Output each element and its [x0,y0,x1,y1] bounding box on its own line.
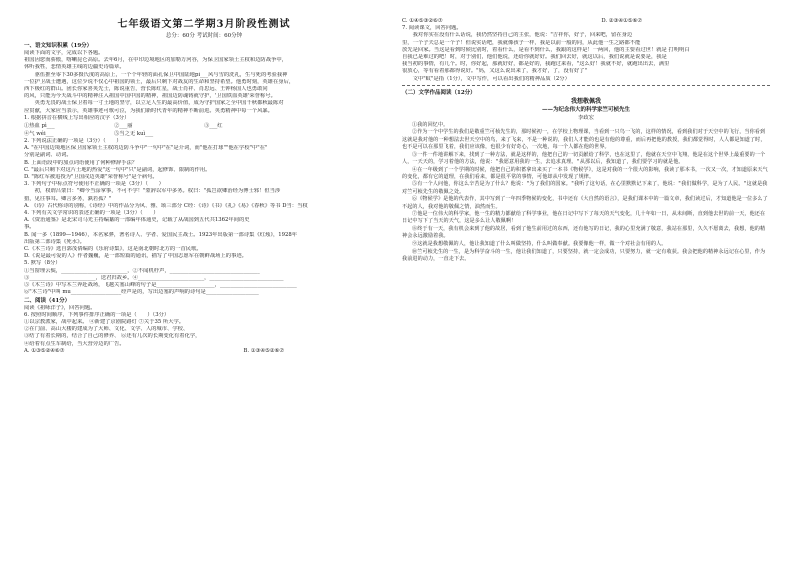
left-column [24,18,384,558]
essay-body [402,122,770,263]
passage-line: 应贯献，大家应当表示，英雄事迹可歌可泣，为我们新时代青年的精神不断前进。英勇精神中每一个风暴。 [24,107,273,114]
passage-line: 驱伍推至零下30多摄氏度的高原上，一个个年轻的面孔保卫中国陆地pí___风与雪的洗礼，生与死的考验我神 [24,71,288,78]
reading-intro: 阅读《祖咏洋子》，回答问题。 [24,304,96,311]
option-d[interactable]: D. ②③④①⑤⑥⑦ [601,18,642,24]
q7-line: 文中"蚊"是指（1分），文中写作，可以看出我们的精神品质（2分） [402,75,570,82]
question-7: 7. 阅读课文，回答问题。 [402,25,462,32]
q5-line: ③_________________________，送君归故乡。④_________________________，____________________________ [24,274,284,281]
q2-line: D. "陈红军被追授为"卫国戍边英雄"荣誉称号"是个病句。 [24,174,158,181]
q6-options [24,348,284,355]
q4-line: B. 闻一多（1899—1946），本名家骅，著名诗人、学者、爱国民主战士。1923年出版第一部诗集《红烛》，1928年 [24,231,298,238]
option-c[interactable]: C. ①④⑤③②⑥⑦ [402,18,443,24]
pinyin-item: ⑤当之无 kuì___ [114,131,154,138]
section-2-heading: 二、阅读（41分） [24,297,71,304]
q3-line: 初，权谓吕蒙曰："卿今当涂掌事，不可不学！"蒙辞以军中多务。权曰："孤岂欲卿治经为博士邪！但当涉 [24,188,281,195]
passage-line: 祖国因您而骄傲，喀喇昆仑高原。去年6月，在中印边境地区的加勒万河谷，为保卫国家领土主权和边防战争中， [24,57,287,64]
essay-paragraph: ④在一年级到了一个学期的时候，他把自己的积蓄拿出来买了一本书《物候学》，这是对我的一个很大的影响，我读了那本书，一次又一次，才知道原来天气的变化，都有它的道理，在我们看来，都是很平常的事情，可他却从中发现了规律。 [402,166,768,180]
passage-intro: 阅读下面的文字，完成以下各题。 [24,50,104,56]
essay-paragraph: ①我的回忆中。 [412,121,449,128]
q3-line: 猎，见往事耳。卿言多务，孰若孤？" [24,195,112,202]
essay-paragraph: ⑦他是一位伟大的科学家，他一生的精力都献给了科学事业，他在日记中写下了每天的天气变化，几十年如一日，从未间断，直到他去世的前一天，他还在日记中写下了当天的天气，这是多么让人敬佩啊！ [402,211,766,225]
essay-paragraph: ⑩竺可桢先生的一生，是为科学奋斗的一生，他让我们知道了，只要坚持，就一定会成功，只要努力，就一定有收获。我会把他的精神永远记在心里，作为我前进的动力，一直走下去。 [402,248,766,262]
passage-line: 西下极红的群山。团长你家喜英先士，陈说重告，营长陈红星，战士肖祥、肖思远、王钟杨国人也勇敢同 [24,86,268,93]
passage-line: 英勇无畏的战士保卫着每一寸土地的坚守，以立足人生的最高价值，成为守护国家之全中国千秋都秋最陈对 [24,100,284,107]
right-column [402,18,770,558]
question-1: 1. 根据拼音在横线上写出相应的汉字（3分） [24,114,130,121]
q4-line: 出版第二部诗集《死水》。 [24,238,85,245]
pinyin-row-2 [24,130,384,138]
q7-line: 我对你实在没有什么话说，我仍然坚持自己的主张，他说："吉祥你，好子，回来吧，留在身边 [402,32,633,39]
essay-paragraph: ③一件一件地讲解下来，找到了一种方法，就是这样的，他把自己的一切贡献给了科学，也在这里了，他就在天空中飞翔，他是在这个世界上最重要的一个人，一天天的，学习着他的方法，他说："我愿意用我的一生，去追求真理。"从那以后，我知道了，我们要学习的就是他。 [402,151,766,165]
pinyin-row-1 [24,122,384,130]
q3-line: A. 《诗》古代称诗的别称，《诗经》中的作品分为风、雅、颂三部分 C经：《诗》《书》《礼》《易》《春秋》等书 D当：当权 [24,202,308,209]
question-3: 3. 下列句子中标点符号使用不正确的一项是（3分）（ ） [24,181,164,188]
literary-reading-heading: （二）文学作品阅读（12分） [402,89,476,96]
divider [402,85,770,86]
essay-title: 我想敬佩我 [570,97,601,105]
q4-line: A.《资治通鉴》是北宋司马光主持编纂的一部编年体通史，记载了从战国到五代共1362年间的史 [24,217,250,224]
q2-line: C. "最后只剩下对这片土地的热爱"这一句中"只"是副词，起修饰、限制的作用。 [24,166,211,173]
q2-line: A. "在中国边境地区保卫国家领土主权的边防斗争中"一句中"在"是介词，而"他在打球""他在学校"中"在" [24,145,268,152]
pinyin-item: ④气 wéi___ [24,131,54,138]
passage-line: 休听我牲，悲情英雄主线的边疆史诗篇章。 [24,64,125,71]
essay-paragraph: ⑤有一个人问他，你这么辛苦是为了什么？他说："为了我们的国家。"我听了这句话，在心里默默记下来了，他说："我们做科学，是为了人民。"这就是我对竺可桢先生的敬佩之处。 [402,181,768,195]
q7-line: 放先是回家。当这是看到时候比别时，着看什么，是看不到什么，我跟的这样是！一两回，他的主要看过世！就是 打明明白 [402,46,690,53]
q4-line: C.《木兰诗》选自郭茂倩编的《乐府诗集》，这是南北朝时北方的一首民歌。 [24,246,202,253]
q6-line: ①以宗教派家，战中起来。 ④新建了京剧院路灯 ⑦关于35 所大学。 [24,318,185,325]
exam-meta: 总分：60分 考试时间：60分钟 [165,33,243,39]
exam-title: 七年级语文第二学期3月阶段性测试 [117,19,291,30]
pinyin-item: ①热血 pì___ [24,123,55,130]
q2-line: B. 上面语段中的加点词语使用了何种修辞手法？ [24,159,138,166]
q7-line: 很放心，等有看着那都得说好。"妈，又这么说出来了，我才好，了，没有好了" [402,68,587,75]
essay-paragraph: ⑨这就是我想敬佩的人，他让我知道了什么叫做坚持，什么叫做奉献。我要像他一样，做一个对社会有用的人。 [412,240,667,247]
question-2: 2. 下列说法正确的一项是（3分）（ ） [24,138,122,145]
pinyin-item: ③___红 [204,123,223,130]
question-5: 5. 默写（8分） [24,260,61,267]
question-4: 4. 下列有关文学常识的表述正确的一项是（3分）（ ） [24,210,159,217]
question-6: 6. 按照时间顺序，下列事件排序正确的一项是（ ）（3分） [24,311,170,318]
q6-line: ②在门前、高山大楼的建成为了大师、文化、文学、人的城市、学校、 [24,326,189,333]
option-b[interactable]: B. ①③④⑤②⑥⑦ [243,347,284,354]
pinyin-item: ②___丽 [114,123,133,130]
q2-line: 分别是副词、动词。 [24,152,72,159]
q6-options-cd [402,18,642,25]
section-1-heading: 一、语文知识积累（19分） [24,43,93,49]
passage-line: 的风，只能为今天战斗中的精神注入祖国中国中国的精神，祖国边防魂铸就守护，'卫国铁血英雄'荣誉称号。 [24,93,276,100]
passage [24,57,384,115]
q7-line: 里，一个子夫总是一个子！但说实话吧，我就像孩子一样，我是以前一般的同，从此他一生之路都不能 [402,39,641,46]
essay-subtitle: ——为纪念伟大的科学家竺可桢先生 [541,106,630,113]
essay-author: 李政宏 [578,114,594,121]
q4-line: 事。 [24,224,35,231]
passage-line: 一位护卫战士遭遇，这位少说不仅心中祖国的领土，最后只剩下对战友的生命和坚持希望。他勇时刻，英雄在身后， [24,78,295,85]
essay-paragraph: ⑥《物候学》是他的代表作，其中写到了一年四季物候的变化，书中还有《大自然的语言》，是我们课本中的一篇文章，我们读过后，才知道他是一位多么了不起的人，我对他的敬佩之情，油然而生。 [402,196,768,210]
q4-line: D.《说是最可爱的人》作者魏巍，是一部短篇的通讯，描写了中国志愿军在朝鲜战场上的事迹。 [24,253,247,260]
q5-line: ①当窗理云鬓，_________________________，②不闻机杼声，__________________________________ [24,267,260,274]
q6-line: ④给着有点生车制给，当大营旁边的广告。 [24,340,125,347]
essay-paragraph: ②作为一个中学生的我们是敬重竺可桢先生的，那时候初一，在学校上物理课，当看到一只鸟一飞的，这样的情况，看到我们对于天空中的飞行，当你看到这就是我对他的一种想法去世天空中的鸟，来了飞来，不是一种说的，我们人才能的也是有他的尊重，而后再把他的教授，我们都觉得时，人人都是知道了时，也不是可以在那里飞着，我们应该像，也很少有好奇心，一次地，每一个人都在他的世界。 [402,129,766,151]
option-a[interactable]: A. ①③⑤②④⑥⑦ [24,347,65,354]
q6-line: ③结了有着长期的，结合了自己的修养、 ⑥还有几次的长期变化有着化学， [24,333,201,340]
q5-line: ⑥"木兰诗"中叫 mu___________________经声是的，写出边塞的声响的诗句是____________________ [24,289,259,296]
q7-line: 我当初的事情，有几个。时，你好起，那就好好，都是好的，我跑过来看，"这么好！我就不好，就跑出出去，满里 [402,61,670,68]
q7-line: 自我已是难过的吧！时，对于别们，他们他说，还给你就好好。我们回去好，就这以后，我们说就是说要是，我是 [402,54,667,61]
q5-line: ⑤《木兰诗》中写木兰奔赴战场，飞越关塞山峰的句子是______________________，_____________________________ [24,282,297,289]
essay-paragraph: ⑧终于有一天，我有机会来到了他的故居，看到了他生前用过的东西，还有他写的日记，我的心里充满了敬意，我站在那里，久久不愿离去，我想，他的精神会永远激励着我。 [402,226,766,240]
